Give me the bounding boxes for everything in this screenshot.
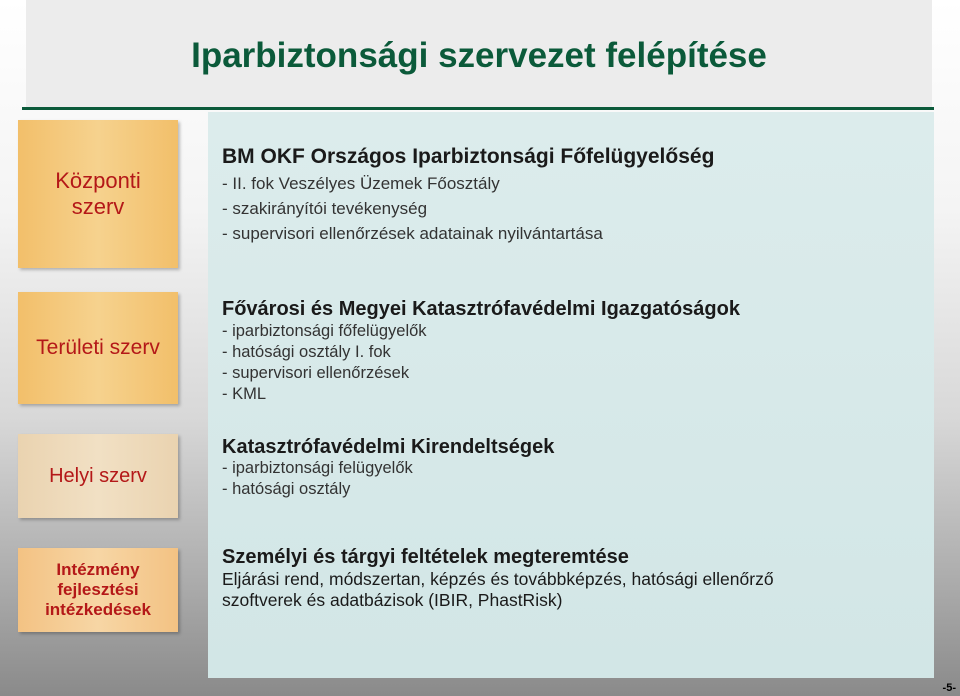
- regional-label-text: Területi szerv: [36, 336, 160, 359]
- measures-label-line2: fejlesztési: [57, 580, 139, 599]
- page-number: -5-: [942, 682, 956, 694]
- regional-line: - hatósági osztály I. fok: [222, 343, 391, 361]
- local-heading: Katasztrófavédelmi Kirendeltségek: [222, 436, 555, 458]
- central-line: - II. fok Veszélyes Üzemek Főosztály: [222, 174, 500, 193]
- measures-label-line1: Intézmény: [56, 560, 140, 579]
- central-section: [222, 143, 714, 246]
- central-body-label: [18, 120, 178, 268]
- regional-line: - iparbiztonsági főfelügyelők: [222, 322, 427, 340]
- measures-paragraph-line1: Eljárási rend, módszertan, képzés és továbbképzés, hatósági ellenőrző: [222, 569, 774, 589]
- local-body-label: [18, 434, 178, 518]
- title-divider: [22, 107, 934, 110]
- central-heading: BM OKF Országos Iparbiztonsági Főfelügyelőség: [222, 145, 715, 168]
- regional-body-label: [18, 292, 178, 404]
- regional-heading: Fővárosi és Megyei Katasztrófavédelmi Igazgatóságok: [222, 298, 740, 320]
- local-line: - iparbiztonsági felügyelők: [222, 459, 413, 477]
- slide-title: Iparbiztonsági szervezet felépítése: [191, 36, 767, 75]
- measures-paragraph-line2: szoftverek és adatbázisok (IBIR, PhastRisk): [222, 590, 563, 610]
- local-label-text: Helyi szerv: [49, 464, 147, 487]
- central-label-line2: szerv: [71, 194, 125, 219]
- measures-heading: Személyi és tárgyi feltételek megteremtése: [222, 546, 629, 568]
- central-label-line1: Központi: [55, 168, 141, 193]
- local-section: [222, 436, 554, 500]
- regional-line: - supervisori ellenőrzések: [222, 364, 410, 382]
- local-line: - hatósági osztály: [222, 480, 351, 498]
- regional-section: [222, 297, 740, 405]
- measures-label-line3: intézkedések: [45, 600, 151, 619]
- measures-section: [222, 545, 922, 611]
- development-measures-label: [18, 548, 178, 632]
- central-line: - szakirányítói tevékenység: [222, 199, 428, 218]
- central-line: - supervisori ellenőrzések adatainak nyilvántartása: [222, 224, 603, 243]
- regional-line: - KML: [222, 385, 267, 403]
